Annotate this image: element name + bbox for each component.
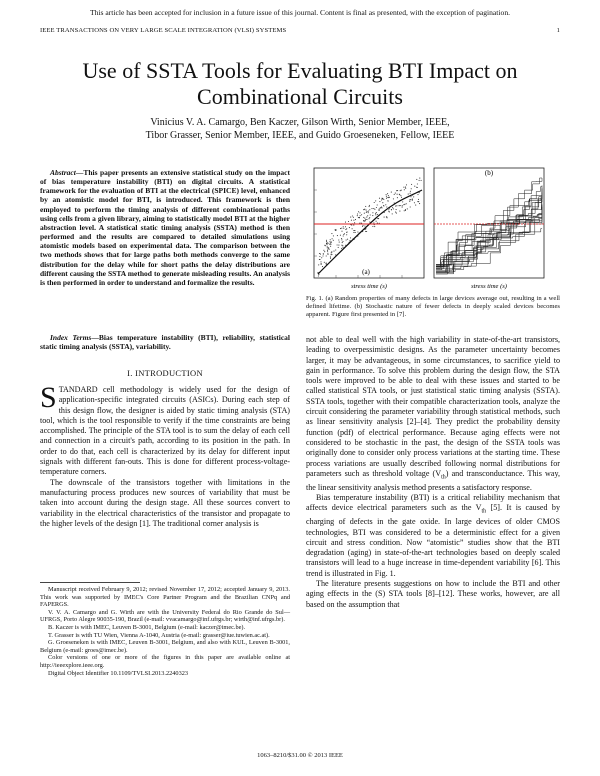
scatter-point [372, 215, 373, 216]
scatter-point [411, 184, 412, 185]
scatter-point [364, 213, 365, 214]
index-terms-text: —Bias temperature instability (BTI), reliability, statistical static timing analysis (SSTA), variability. [40, 333, 291, 352]
scatter-point [403, 204, 404, 205]
intro-paragraph-2: The downscale of the transistors together with limitations in the manufacturing process produces new sources of variability that must be taken into account during the design stage. All these sources convert to variability in the electrical characteristics of the transistor and propagate to the higher levels of the design [1]. The traditional corner analysis is [40, 477, 290, 528]
scatter-point [388, 209, 389, 210]
scatter-point [369, 206, 370, 207]
scatter-point [341, 231, 342, 232]
scatter-point [403, 187, 404, 188]
scatter-point [369, 221, 370, 222]
scatter-point [343, 226, 344, 227]
authors [40, 117, 560, 142]
scatter-point [349, 227, 350, 228]
scatter-point [417, 183, 418, 184]
panel-a-xlabel: stress time (s) [351, 283, 387, 290]
scatter-point [354, 222, 355, 223]
scatter-point [328, 248, 329, 249]
scatter-point [406, 203, 407, 204]
figure-caption: Fig. 1. (a) Random properties of many defects in large devices average out, resulting in a well defined lifetime. (b) Stochastic nature of fewer defects in deeply scaled devices becomes apparent. Figure first presented in [7]. [306, 295, 560, 318]
scatter-point [364, 218, 365, 219]
scatter-point [371, 208, 372, 209]
scatter-point [364, 225, 365, 226]
scatter-point [405, 210, 406, 211]
scatter-point [379, 201, 380, 202]
scatter-point [359, 222, 360, 223]
scatter-point [324, 251, 325, 252]
scatter-point [338, 247, 339, 248]
scatter-point [319, 253, 320, 254]
footnote: Color versions of one or more of the figures in this paper are available online at http://ieeexplore.ieee.org. [40, 654, 290, 669]
scatter-point [386, 198, 387, 199]
scatter-point [320, 261, 321, 262]
scatter-point [320, 254, 321, 255]
scatter-point [329, 241, 330, 242]
scatter-point [410, 196, 411, 197]
scatter-point [412, 200, 413, 201]
scatter-point [402, 207, 403, 208]
scatter-point [335, 249, 336, 250]
scatter-point [357, 213, 358, 214]
scatter-point [338, 245, 339, 246]
scatter-point [362, 225, 363, 226]
scatter-point [326, 240, 327, 241]
scatter-point [328, 243, 329, 244]
scatter-point [414, 202, 415, 203]
scatter-point [358, 211, 359, 212]
scatter-point [386, 194, 387, 195]
scatter-point [399, 194, 400, 195]
abstract [40, 168, 290, 287]
scatter-point [386, 206, 387, 207]
scatter-point [351, 220, 352, 221]
scatter-point [326, 241, 327, 242]
scatter-point [410, 193, 411, 194]
scatter-point [408, 194, 409, 195]
scatter-point [330, 239, 331, 240]
right-paragraph-2: Bias temperature instability (BTI) is a critical reliability mechanism that affects device electrical parameters such as the $V_{th}$ [5]. It is caused by charging of defects in the gate oxide. In large devices of older CMOS technologies, BTI was considered to be a deterministic effect for a given circuit and stress condition. Now “atomistic” studies show that the BTI degradation (aging) in state-of-the-art technologies based on deeply scaled transistors will lead to a huge increase in time-dependent variability [6]. This trend is illustrated in Fig. 1. [306, 493, 560, 578]
footnote: B. Kaczer is with IMEC, Leuven B-3001, Belgium (e-mail: kaczer@imec.be). [48, 623, 246, 631]
scatter-point [345, 229, 346, 230]
authors-line-1: Vinicius V. A. Camargo, Ben Kaczer, Gilson Wirth, Senior Member, IEEE, [150, 117, 450, 128]
scatter-point [350, 217, 351, 218]
scatter-point [414, 186, 415, 187]
scatter-point [366, 210, 367, 211]
scatter-point [327, 246, 328, 247]
figure-1-graphic [306, 166, 560, 316]
scatter-point [396, 209, 397, 210]
scatter-point [327, 250, 328, 251]
scatter-point [411, 188, 412, 189]
scatter-point [383, 199, 384, 200]
scatter-point [402, 201, 403, 202]
scatter-point [400, 190, 401, 191]
right-column-text [306, 335, 560, 610]
scatter-point [346, 232, 347, 233]
drop-cap: S [40, 381, 57, 414]
scatter-point [366, 231, 367, 232]
scatter-point [406, 184, 407, 185]
scatter-point [353, 230, 354, 231]
scatter-point [343, 228, 344, 229]
scatter-point [359, 212, 360, 213]
right-paragraph-3: The literature presents suggestions on how to include the BTI and other aging effects in the (S) STA tools [8]–[12]. These works, however, are all based on the assumption that [306, 579, 560, 609]
scatter-point [353, 217, 354, 218]
scatter-point [388, 201, 389, 202]
scatter-point [392, 213, 393, 214]
abstract-text: —This paper presents an extensive statistical study on the impact of bias temperature instability (BTI) on digital circuits. A statistical framework for the evaluation of BTI at the electrical (SPICE) level, enhanced by an atomistic model for BTI, is introduced. This framework is then employed to perform the timing analysis of different combinational paths using cells from a given library, aiming to statistically model BTI at the higher abstraction level. A statistical static timing analysis (SSTA) method is then performed and the results are compared to detailed simulations using atomistic models based on experimental data. The comparison between the two methods shows that for large paths both methods converge to the same distribution for the delay while for short paths the delay distributions are different causing the SSTA method to generate misleading results. An analysis is then performed in order to understand and formalize the results. [40, 168, 290, 287]
scatter-point [375, 200, 376, 201]
scatter-point [352, 228, 353, 229]
scatter-point [363, 220, 364, 221]
page-footer: 1063–8210/$31.00 © 2013 IEEE [257, 752, 343, 759]
scatter-point [368, 212, 369, 213]
scatter-point [402, 205, 403, 206]
scatter-point [318, 275, 319, 276]
scatter-point [323, 250, 324, 251]
scatter-point [366, 219, 367, 220]
section-heading: I. INTRODUCTION [127, 368, 203, 378]
panel-a-label: (a) [362, 268, 370, 276]
scatter-point [401, 197, 402, 198]
scatter-point [404, 189, 405, 190]
figure-1 [306, 166, 560, 316]
scatter-point [340, 235, 341, 236]
scatter-point [366, 212, 367, 213]
scatter-point [330, 256, 331, 257]
scatter-point [342, 247, 343, 248]
scatter-point [329, 244, 330, 245]
scatter-point [343, 234, 344, 235]
scatter-point [415, 205, 416, 206]
scatter-point [330, 258, 331, 259]
scatter-point [405, 188, 406, 189]
scatter-point [381, 198, 382, 199]
scatter-point [395, 206, 396, 207]
scatter-point [399, 211, 400, 212]
scatter-point [333, 251, 334, 252]
scatter-point [383, 205, 384, 206]
scatter-point [326, 243, 327, 244]
scatter-point [335, 229, 336, 230]
scatter-point [359, 217, 360, 218]
scatter-point [324, 245, 325, 246]
scatter-point [322, 255, 323, 256]
scatter-point [365, 206, 366, 207]
scatter-point [369, 217, 370, 218]
scatter-point [396, 205, 397, 206]
index-terms-label: Index Terms [50, 333, 92, 342]
scatter-point [327, 247, 328, 248]
page-number: 1 [556, 27, 560, 34]
journal-name: IEEE TRANSACTIONS ON VERY LARGE SCALE INTEGRATION (VLSI) SYSTEMS [40, 27, 287, 34]
scatter-point [341, 245, 342, 246]
scatter-point [397, 197, 398, 198]
scatter-point [416, 179, 417, 180]
title-line-2: Combinational Circuits [197, 84, 403, 109]
footnote: G. Groeseneken is with IMEC, Leuven B-3001, Belgium, and also with KUL, Leuven B-3001, Belgium (e-mail: groes@imec.be). [40, 639, 290, 654]
scatter-point [405, 187, 406, 188]
scatter-point [419, 178, 420, 179]
scatter-point [342, 245, 343, 246]
scatter-point [326, 244, 327, 245]
scatter-point [418, 201, 419, 202]
scatter-point [347, 239, 348, 240]
scatter-point [400, 205, 401, 206]
scatter-point [319, 256, 320, 257]
panel-b-xlabel: stress time (s) [471, 283, 507, 290]
scatter-point [391, 209, 392, 210]
right-paragraph-1: not able to deal well with the high variability in state-of-the-art transistors, leading to overpessimistic designs. As the parameter uncertainty becomes larger, it may be advantageous, in some circumstances, to sacrifice yield to gain in performance. To solve this problem during the design flow, the STA tools were improved to be able to deal with these issues and started to be called statistical STA tools, or just statistical static timing analysis (SSTA). SSTA tools, together with their compatible characterization tools, analyze the circuit considering the parameter variability through statistical methods, such as linear sensitivity analysis [2]–[4]. They predict the probability density function (pdf) of electrical performance. Because aging effects were not considered to be stochastic in the past, the design of the SSTA tools was originally done to consider only process variations at the starting time. These process variations are usually described following normal distributions for parameters such as threshold voltage $(V_{th})$ and transconductance. This way, the linear sensitivity analysis method presents a satisfactory response. [306, 335, 560, 492]
scatter-point [372, 212, 373, 213]
scatter-point [365, 220, 366, 221]
footnote-rule [40, 582, 140, 583]
scatter-point [358, 217, 359, 218]
scatter-point [341, 239, 342, 240]
scatter-point [368, 218, 369, 219]
scatter-point [365, 219, 366, 220]
scatter-point [404, 210, 405, 211]
scatter-point [369, 205, 370, 206]
scatter-point [352, 215, 353, 216]
scatter-point [395, 212, 396, 213]
scatter-point [421, 180, 422, 181]
scatter-point [341, 228, 342, 229]
scatter-point [327, 253, 328, 254]
scatter-point [381, 199, 382, 200]
scatter-point [357, 231, 358, 232]
scatter-point [331, 251, 332, 252]
scatter-point [399, 205, 400, 206]
scatter-point [346, 234, 347, 235]
scatter-point [384, 217, 385, 218]
scatter-point [342, 242, 343, 243]
scatter-point [382, 202, 383, 203]
scatter-point [377, 223, 378, 224]
scatter-point [373, 222, 374, 223]
scatter-point [387, 193, 388, 194]
scatter-point [385, 204, 386, 205]
scatter-point [324, 262, 325, 263]
scatter-point [377, 204, 378, 205]
scatter-point [353, 232, 354, 233]
scatter-point [343, 235, 344, 236]
scatter-point [369, 209, 370, 210]
scatter-point [419, 192, 420, 193]
scatter-point [401, 190, 402, 191]
scatter-point [375, 213, 376, 214]
scatter-point [410, 191, 411, 192]
scatter-point [386, 216, 387, 217]
scatter-point [392, 207, 393, 208]
scatter-point [327, 242, 328, 243]
scatter-point [362, 226, 363, 227]
paper-title [30, 58, 570, 110]
scatter-point [388, 197, 389, 198]
scatter-point [405, 209, 406, 210]
scatter-point [418, 199, 419, 200]
scatter-point [326, 255, 327, 256]
scatter-point [368, 211, 369, 212]
scatter-point [360, 215, 361, 216]
scatter-point [391, 192, 392, 193]
scatter-point [376, 221, 377, 222]
top-note: This article has been accepted for inclusion in a future issue of this journal. Content is final as presented, with the exception of pagination. [89, 8, 511, 17]
index-terms [40, 333, 290, 351]
scatter-point [355, 219, 356, 220]
scatter-point [346, 239, 347, 240]
footnote: Digital Object Identifier 10.1109/TVLSI.2013.2240323 [48, 669, 189, 677]
scatter-point [397, 190, 398, 191]
abstract-label: Abstract [50, 168, 76, 177]
scatter-point [413, 196, 414, 197]
scatter-point [367, 215, 368, 216]
scatter-point [377, 214, 378, 215]
scatter-point [374, 209, 375, 210]
scatter-point [416, 187, 417, 188]
scatter-point [342, 241, 343, 242]
scatter-point [366, 217, 367, 218]
intro-paragraph-1: TANDARD cell methodology is widely used for the design of application-specific integrated circuits (ASICs). During each step of this design flow, the designer is aided by static timing analysis (STA) tool, which is the tool responsible to verify if the time constraints are being accomplished. The principle of the STA tool is to sum the delay of each cell and connection in a circuit's path, according to its position in the path. In order to do that, each cell is characterized by its delay for different input signals with different fan-outs. This is done for different process-voltage-temperature corners. [40, 385, 290, 477]
scatter-point [345, 226, 346, 227]
scatter-point [389, 197, 390, 198]
scatter-point [419, 203, 420, 204]
scatter-point [339, 242, 340, 243]
scatter-point [376, 212, 377, 213]
scatter-point [331, 254, 332, 255]
scatter-point [330, 242, 331, 243]
scatter-point [340, 228, 341, 229]
title-line-1: Use of SSTA Tools for Evaluating BTI Impact on [82, 58, 518, 83]
scatter-point [404, 204, 405, 205]
scatter-point [388, 195, 389, 196]
scatter-point [331, 242, 332, 243]
footnote: V. V. A. Camargo and G. Wirth are with the University Federal do Rio Grande do Sul—UFRGS, Porto Alegre 90035-190, Brazil (e-mail: vvacamargo@inf.ufrgs.br; wirth@inf.ufrgs.br). [40, 608, 290, 624]
scatter-point [419, 180, 420, 181]
scatter-point [379, 208, 380, 209]
scatter-point [380, 207, 381, 208]
scatter-point [394, 194, 395, 195]
scatter-point [330, 244, 331, 245]
scatter-point [397, 194, 398, 195]
scatter-point [346, 228, 347, 229]
scatter-point [332, 238, 333, 239]
scatter-point [410, 206, 411, 207]
scatter-point [374, 226, 375, 227]
scatter-point [348, 221, 349, 222]
scatter-point [331, 233, 332, 234]
scatter-point [386, 196, 387, 197]
scatter-point [409, 201, 410, 202]
scatter-point [364, 221, 365, 222]
scatter-point [331, 252, 332, 253]
footnote: T. Grasser is with TU Wien, Vienna A-1040, Austria (e-mail: grasser@iue.tuwien.ac.at). [48, 631, 270, 639]
scatter-point [363, 209, 364, 210]
running-head [40, 27, 560, 34]
scatter-point [409, 199, 410, 200]
scatter-point [322, 266, 323, 267]
scatter-point [353, 220, 354, 221]
scatter-point [327, 254, 328, 255]
scatter-point [393, 208, 394, 209]
footnote: Manuscript received February 9, 2012; revised November 17, 2012; accepted January 9, 2013. This work was supported by IMEC's Core Partner Program and the Brazilian CNPq and FAPERGS. [40, 586, 290, 609]
scatter-point [373, 208, 374, 209]
scatter-point [381, 207, 382, 208]
authors-line-2: Tibor Grasser, Senior Member, IEEE, and Guido Groeseneken, Fellow, IEEE [145, 129, 455, 141]
scatter-point [338, 239, 339, 240]
scatter-point [319, 259, 320, 260]
scatter-point [407, 208, 408, 209]
scatter-point [355, 232, 356, 233]
scatter-point [400, 195, 401, 196]
scatter-point [377, 218, 378, 219]
scatter-point [372, 226, 373, 227]
scatter-point [393, 198, 394, 199]
scatter-point [417, 194, 418, 195]
scatter-point [333, 235, 334, 236]
scatter-point [318, 264, 319, 265]
scatter-point [337, 244, 338, 245]
panel-b-label: (b) [484, 169, 494, 177]
scatter-point [395, 193, 396, 194]
scatter-point [327, 251, 328, 252]
scatter-point [375, 214, 376, 215]
scatter-point [350, 237, 351, 238]
scatter-point [345, 222, 346, 223]
scatter-point [374, 202, 375, 203]
scatter-point [354, 230, 355, 231]
scatter-point [321, 263, 322, 264]
scatter-point [321, 257, 322, 258]
scatter-point [357, 215, 358, 216]
scatter-point [379, 198, 380, 199]
scatter-point [396, 213, 397, 214]
footnotes [40, 586, 290, 677]
intro-text [40, 381, 290, 529]
scatter-point [363, 217, 364, 218]
scatter-point [325, 263, 326, 264]
scatter-point [388, 211, 389, 212]
scatter-point [341, 238, 342, 239]
scatter-point [330, 246, 331, 247]
scatter-point [361, 214, 362, 215]
scatter-point [370, 214, 371, 215]
scatter-point [323, 253, 324, 254]
scatter-point [353, 225, 354, 226]
scatter-point [376, 207, 377, 208]
scatter-point [333, 240, 334, 241]
scatter-point [379, 210, 380, 211]
scatter-point [341, 248, 342, 249]
scatter-point [337, 235, 338, 236]
